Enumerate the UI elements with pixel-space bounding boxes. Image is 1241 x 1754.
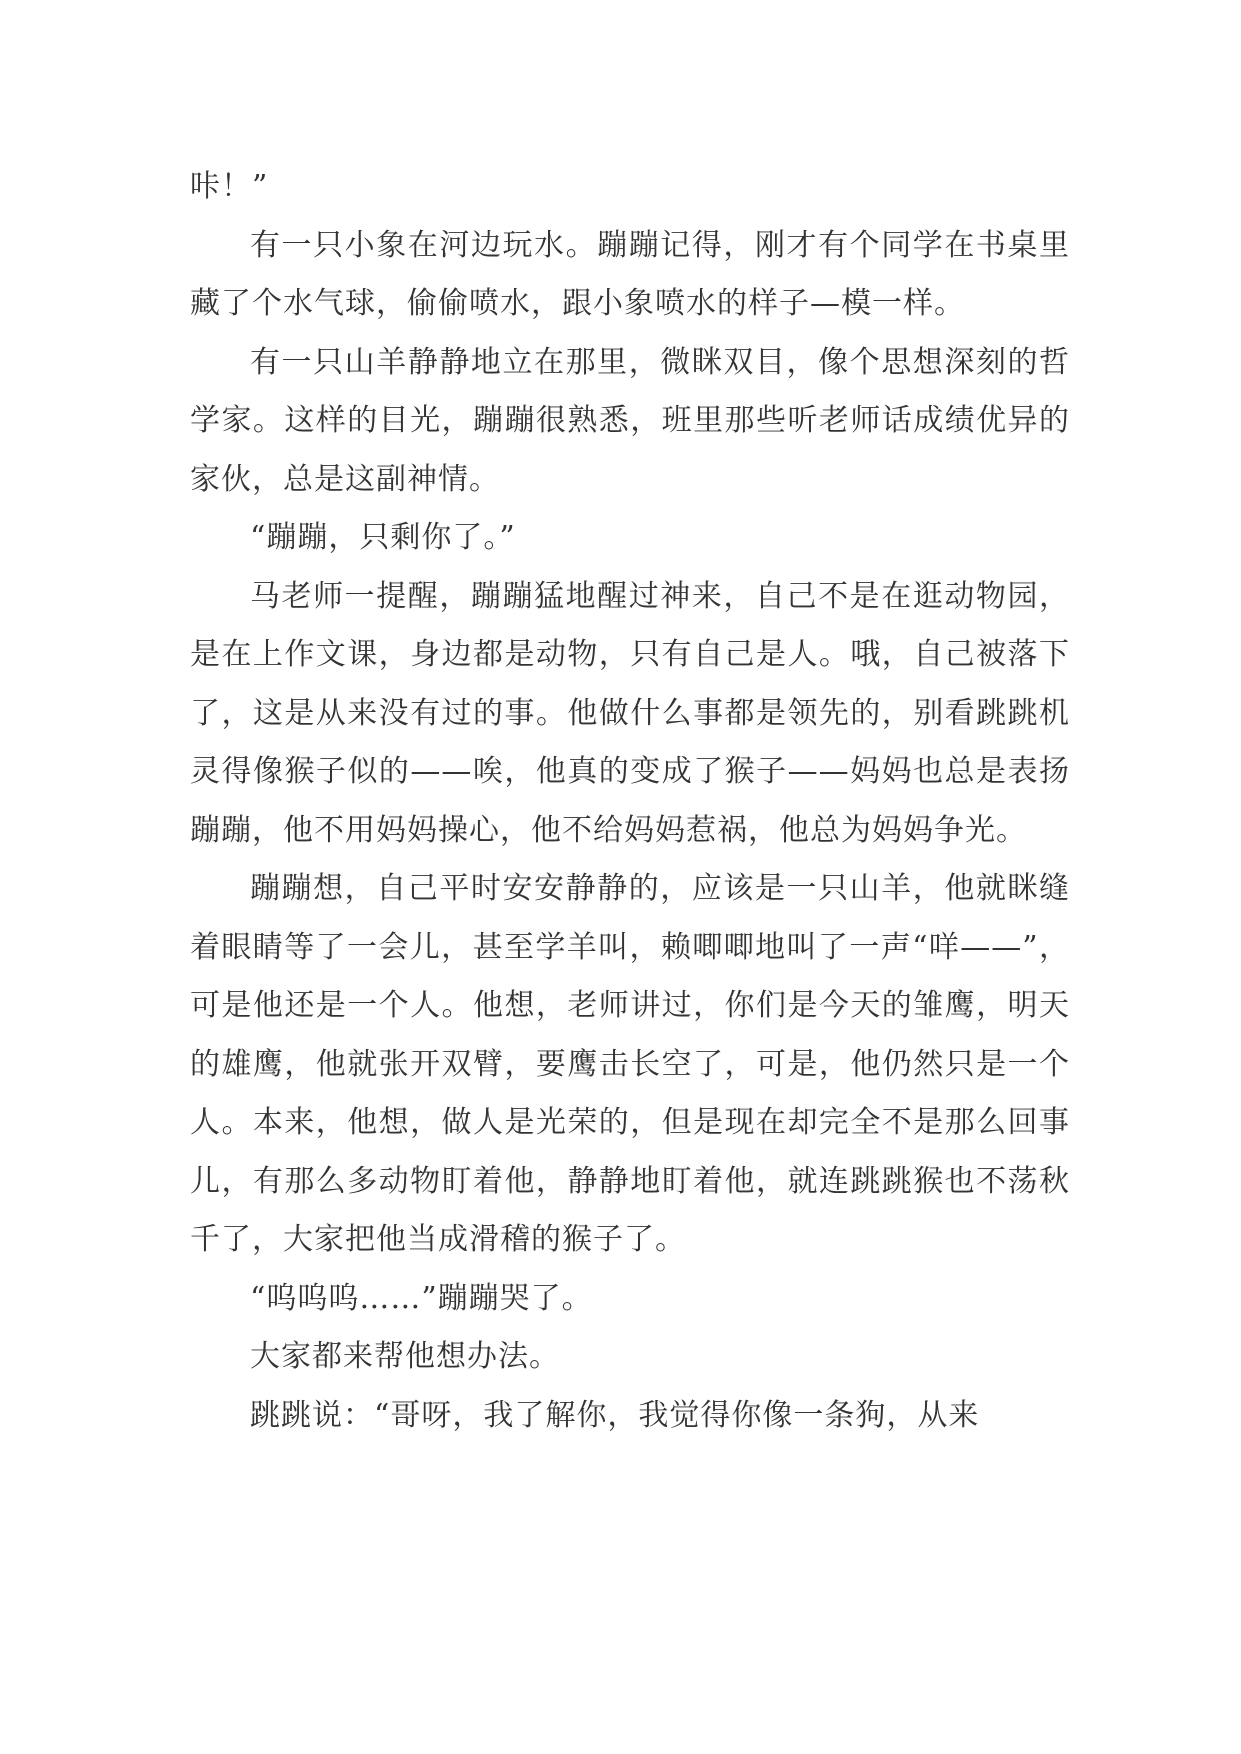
paragraph-9: 跳跳说：“哥呀，我了解你，我觉得你像一条狗，从来 (250, 1397, 980, 1433)
paragraph-5: 马老师一提醒，蹦蹦猛地醒过神来，自己不是在逛动物园，是在上作文课，身边都是动物，只有自己是人。哦，自己被落下了，这是从来没有过的事。他做什么事都是领先的，别看跳跳机灵得像猴子似的——唉，他真的变成了猴子——妈妈也总是表扬蹦蹦，他不用妈妈操心，他不给妈妈惹祸，他总为妈妈争光。 (190, 578, 1070, 848)
paragraph-6: 蹦蹦想，自己平时安安静静的，应该是一只山羊，他就眯缝着眼睛等了一会儿，甚至学羊叫，赖唧唧地叫了一声“咩——”，可是他还是一个人。他想，老师讲过，你们是今天的雏鹰，明天的雄鹰，他就张开双臂，要鹰击长空了，可是，他仍然只是一个人。本来，他想，做人是光荣的，但是现在却完全不是那么回事儿，有那么多动物盯着他，静静地盯着他，就连跳跳猴也不荡秋千了，大家把他当成滑稽的猴子了。 (190, 871, 1070, 1257)
body-text (190, 158, 1070, 1445)
paragraph-8: 大家都来帮他想办法。 (250, 1339, 560, 1374)
paragraph-3: 有一只山羊静静地立在那里，微眯双目，像个思想深刻的哲学家。这样的目光，蹦蹦很熟悉，班里那些听老师话成绩优异的家伙，总是这副神情。 (190, 344, 1070, 497)
paragraph-7: “呜呜呜……”蹦蹦哭了。 (250, 1280, 593, 1316)
paragraph-2: 有一只小象在河边玩水。蹦蹦记得，刚才有个同学在书桌里藏了个水气球，偷偷喷水，跟小象喷水的样子—模一样。 (190, 227, 1070, 321)
paragraph-1: 咔！” (190, 169, 269, 204)
paragraph-4: “蹦蹦，只剩你了。” (250, 520, 516, 555)
